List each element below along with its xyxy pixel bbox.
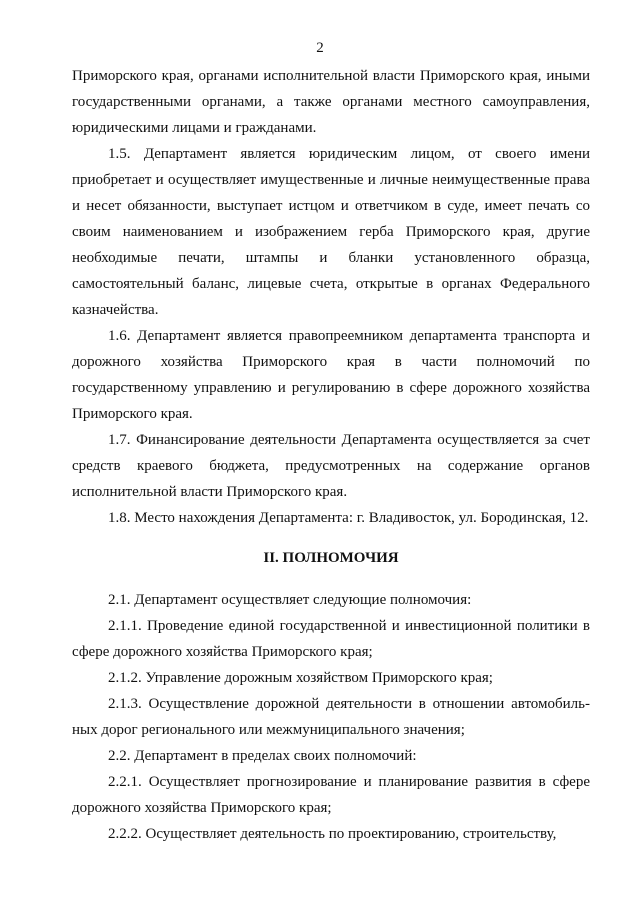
paragraph-2-1-1: 2.1.1. Проведение единой государственной и инвестиционной политики в сфере дорожного хозяйства Приморского края; [72, 618, 590, 660]
paragraph-2-1-2: 2.1.2. Управление дорожным хозяйством Приморского края; [108, 670, 493, 686]
paragraph-2-2-2: 2.2.2. Осуществляет деятельность по проектированию, строительству, [108, 826, 557, 842]
paragraph-1-5: 1.5. Департамент является юридическим лицом, от своего имени приобретает и осуществляет имущественные и личные неимущественные права и несет обязанности, выступает истцом и ответчиком в суде, имеет печать со своим наименованием и изображением герба Приморского края, другие необходимые печати, штампы и бланки установленного образца, самостоятельный баланс, лицевые счета, открытые в органах Федерального казначейства. [72, 146, 590, 318]
paragraph-2-2: 2.2. Департамент в пределах своих полномочий: [108, 748, 417, 764]
paragraph-2-1: 2.1. Департамент осуществляет следующие полномочия: [108, 592, 472, 608]
paragraph-continuation: Приморского края, органами исполнительной власти Приморского края, иными государственными органами, а также органами местного самоуправления, юридическими лицами и гражданами. [72, 68, 590, 136]
section-heading: II. ПОЛНОМОЧИЯ [263, 550, 399, 566]
paragraph-2-2-1: 2.2.1. Осуществляет прогнозирование и планирование развития в сфере дорожного хозяйства Приморского края; [72, 774, 590, 816]
paragraph-1-8: 1.8. Место нахождения Департамента: г. Владивосток, ул. Бородинская, 12. [108, 510, 589, 526]
document-body [72, 63, 590, 847]
page-number: 2 [316, 40, 324, 56]
paragraph-1-7: 1.7. Финансирование деятельности Департамента осуществляется за счет средств краевого бюджета, предусмотренных на содержание органов исполнительной власти Приморского края. [72, 432, 590, 500]
paragraph-1-6: 1.6. Департамент является правопреемником департамента транспорта и дорожного хозяйства Приморского края в части полномочий по государственному управлению и регулированию в сфере дорожного хозяйства Приморского края. [72, 328, 590, 422]
paragraph-2-1-3: 2.1.3. Осуществление дорожной деятельности в отношении автомобиль-ных дорог регионального или межмуниципального значения; [72, 696, 590, 738]
